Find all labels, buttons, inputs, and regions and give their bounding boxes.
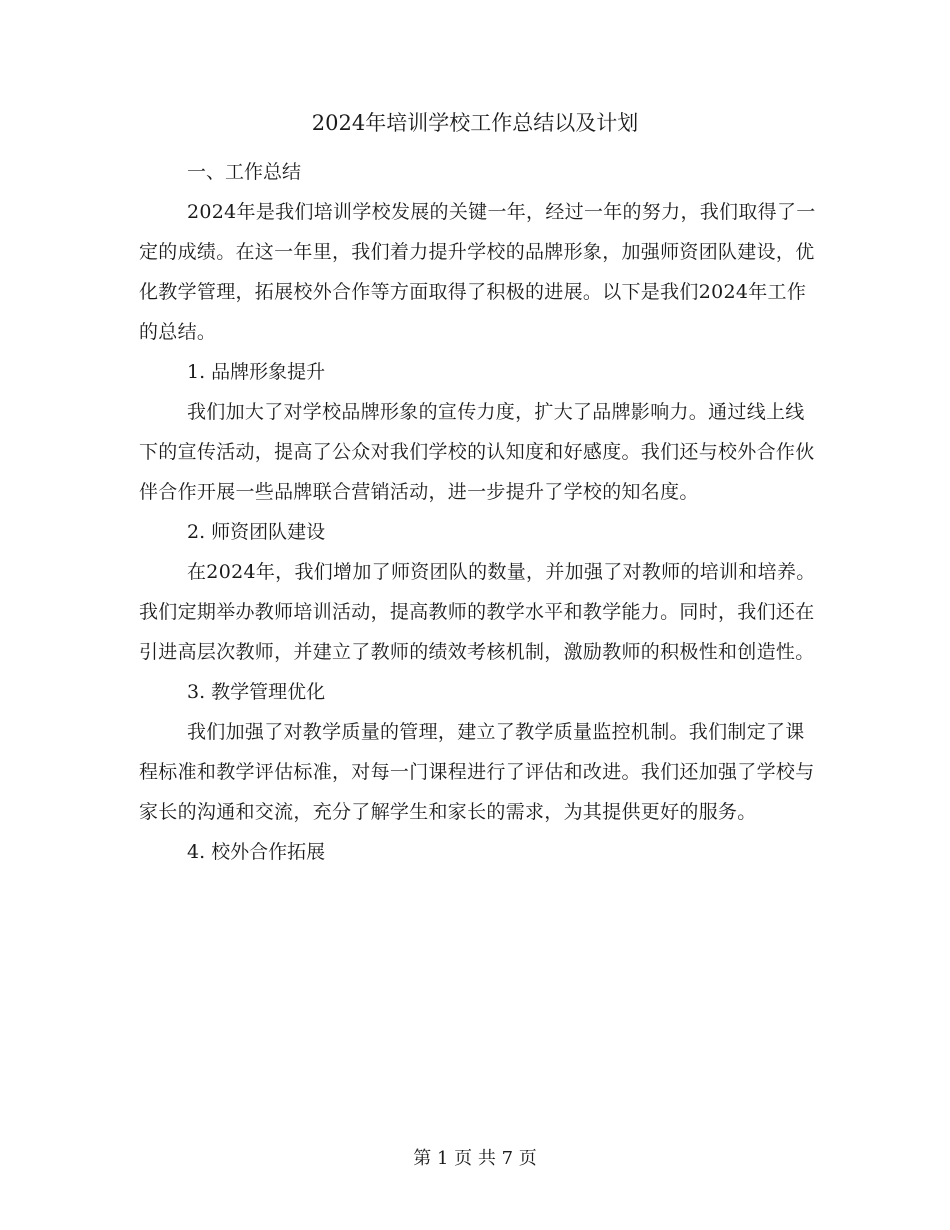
subheading-brand-image: 1. 品牌形象提升 [187, 361, 326, 383]
document-body [139, 152, 819, 872]
document-title: 2024年培训学校工作总结以及计划 [311, 111, 639, 135]
subheading-teaching-management: 3. 教学管理优化 [187, 681, 326, 703]
page-number-footer: 第 1 页 共 7 页 [413, 1148, 537, 1169]
subheading-external-cooperation: 4. 校外合作拓展 [187, 841, 326, 863]
intro-paragraph: 2024年是我们培训学校发展的关键一年，经过一年的努力，我们取得了一定的成绩。在这一年里，我们着力提升学校的品牌形象，加强师资团队建设，优化教学管理，拓展校外合作等方面取得了积极的进展。以下是我们2024年工作的总结。 [139, 201, 816, 343]
paragraph-teaching-management: 我们加强了对教学质量的管理，建立了教学质量监控机制。我们制定了课程标准和教学评估标准，对每一门课程进行了评估和改进。我们还加强了学校与家长的沟通和交流，充分了解学生和家长的需求，为其提供更好的服务。 [139, 721, 815, 823]
paragraph-teacher-team: 在2024年，我们增加了师资团队的数量，并加强了对教师的培训和培养。我们定期举办教师培训活动，提高教师的教学水平和教学能力。同时，我们还在引进高层次教师，并建立了教师的绩效考核机制，激励教师的积极性和创造性。 [139, 561, 816, 663]
section-heading-work-summary: 一、工作总结 [187, 161, 302, 183]
paragraph-brand-image: 我们加大了对学校品牌形象的宣传力度，扩大了品牌影响力。通过线上线下的宣传活动，提高了公众对我们学校的认知度和好感度。我们还与校外合作伙伴合作开展一些品牌联合营销活动，进一步提升了学校的知名度。 [139, 401, 815, 503]
subheading-teacher-team: 2. 师资团队建设 [187, 521, 326, 543]
